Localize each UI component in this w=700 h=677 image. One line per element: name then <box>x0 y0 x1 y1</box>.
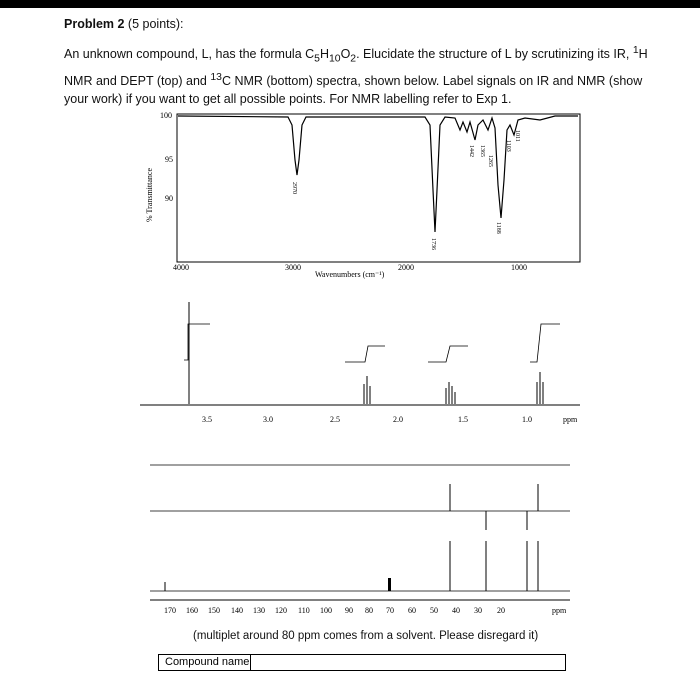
hnmr-xtick: 2.5 <box>330 415 340 424</box>
hnmr-xtick: 1.0 <box>522 415 532 424</box>
ir-peak-label: 1103 <box>505 140 511 152</box>
cnmr-xtick: 80 <box>365 606 373 615</box>
compound-name-label: Compound name <box>159 655 251 670</box>
intro-text: An unknown compound, L, has the formula C <box>64 47 315 62</box>
cnmr-xtick: 60 <box>408 606 416 615</box>
ir-ytick: 90 <box>165 194 173 203</box>
ir-peak-label: 1736 <box>430 238 436 250</box>
intro-sub: 5 <box>314 53 320 65</box>
ir-peak-label: 1188 <box>495 222 501 234</box>
ir-xlabel: Wavenumbers (cm⁻¹) <box>315 270 385 279</box>
cnmr-xtick: 110 <box>298 606 310 615</box>
cnmr-xtick: 90 <box>345 606 353 615</box>
intro-sub: 10 <box>328 53 341 65</box>
hnmr-xtick: 3.5 <box>202 415 212 424</box>
cnmr-xtick: 120 <box>275 606 287 615</box>
compound-name-answer-field[interactable] <box>252 655 565 670</box>
intro-text: . Elucidate the structure of L by scrutinizing its IR, <box>356 47 633 62</box>
cnmr-solvent-multiplet <box>388 578 391 591</box>
solvent-footnote: (multiplet around 80 ppm comes from a solvent. Please disregard it) <box>193 630 539 642</box>
ir-peak-label: 1365 <box>479 145 485 157</box>
ir-xtick: 3000 <box>285 263 301 272</box>
compound-name-box <box>158 654 566 671</box>
cnmr-xtick: 40 <box>452 606 460 615</box>
cnmr-xtick: 50 <box>430 606 438 615</box>
cnmr-xtick: 30 <box>474 606 482 615</box>
hnmr-unit: ppm <box>563 415 578 424</box>
cnmr-xtick: 140 <box>231 606 243 615</box>
intro-text: C NMR (bottom) spectra, shown below. Label signals on IR and NMR (show your work) if you want to get all possible points. For NMR labelling refer to Exp 1. <box>64 73 643 106</box>
hnmr-xtick: 3.0 <box>263 415 273 424</box>
ir-peak-label: 1442 <box>468 145 474 157</box>
cnmr-xtick: 70 <box>386 606 394 615</box>
intro-sup: 1 <box>632 45 639 56</box>
cnmr-xtick: 150 <box>208 606 220 615</box>
cnmr-xtick: 130 <box>253 606 265 615</box>
ir-peak-label: 1265 <box>487 155 493 167</box>
intro-sup: 13 <box>210 71 222 83</box>
ir-ylabel: % Transmittance <box>145 168 154 222</box>
cnmr-xtick: 100 <box>320 606 332 615</box>
intro-text: H <box>319 47 329 62</box>
ir-ytick: 100 <box>160 111 172 120</box>
intro-text: H NMR and DEPT (top) and <box>64 47 648 88</box>
cnmr-xtick: 20 <box>497 606 505 615</box>
hnmr-integral <box>530 324 560 362</box>
intro-text: O <box>340 47 351 62</box>
intro-sub: 2 <box>350 53 357 65</box>
problem-label: Problem 2 <box>64 17 125 31</box>
hnmr-integral <box>184 324 210 360</box>
hnmr-integral <box>428 346 468 362</box>
hnmr-xtick: 2.0 <box>393 415 403 424</box>
ir-xtick: 4000 <box>173 263 189 272</box>
ir-xtick: 2000 <box>398 263 414 272</box>
ir-peak-label: 1011 <box>514 130 520 142</box>
cnmr-unit: ppm <box>552 606 567 615</box>
cnmr-tick-labels <box>164 606 567 615</box>
hnmr-xtick: 1.5 <box>458 415 468 424</box>
cnmr-xtick: 170 <box>164 606 176 615</box>
ir-ytick: 95 <box>165 155 173 164</box>
ir-peak-label: 2970 <box>291 182 297 194</box>
ir-xtick: 1000 <box>511 263 527 272</box>
problem-points: (5 points): <box>127 17 184 31</box>
hnmr-integral <box>345 346 385 362</box>
cnmr-xtick: 160 <box>186 606 198 615</box>
